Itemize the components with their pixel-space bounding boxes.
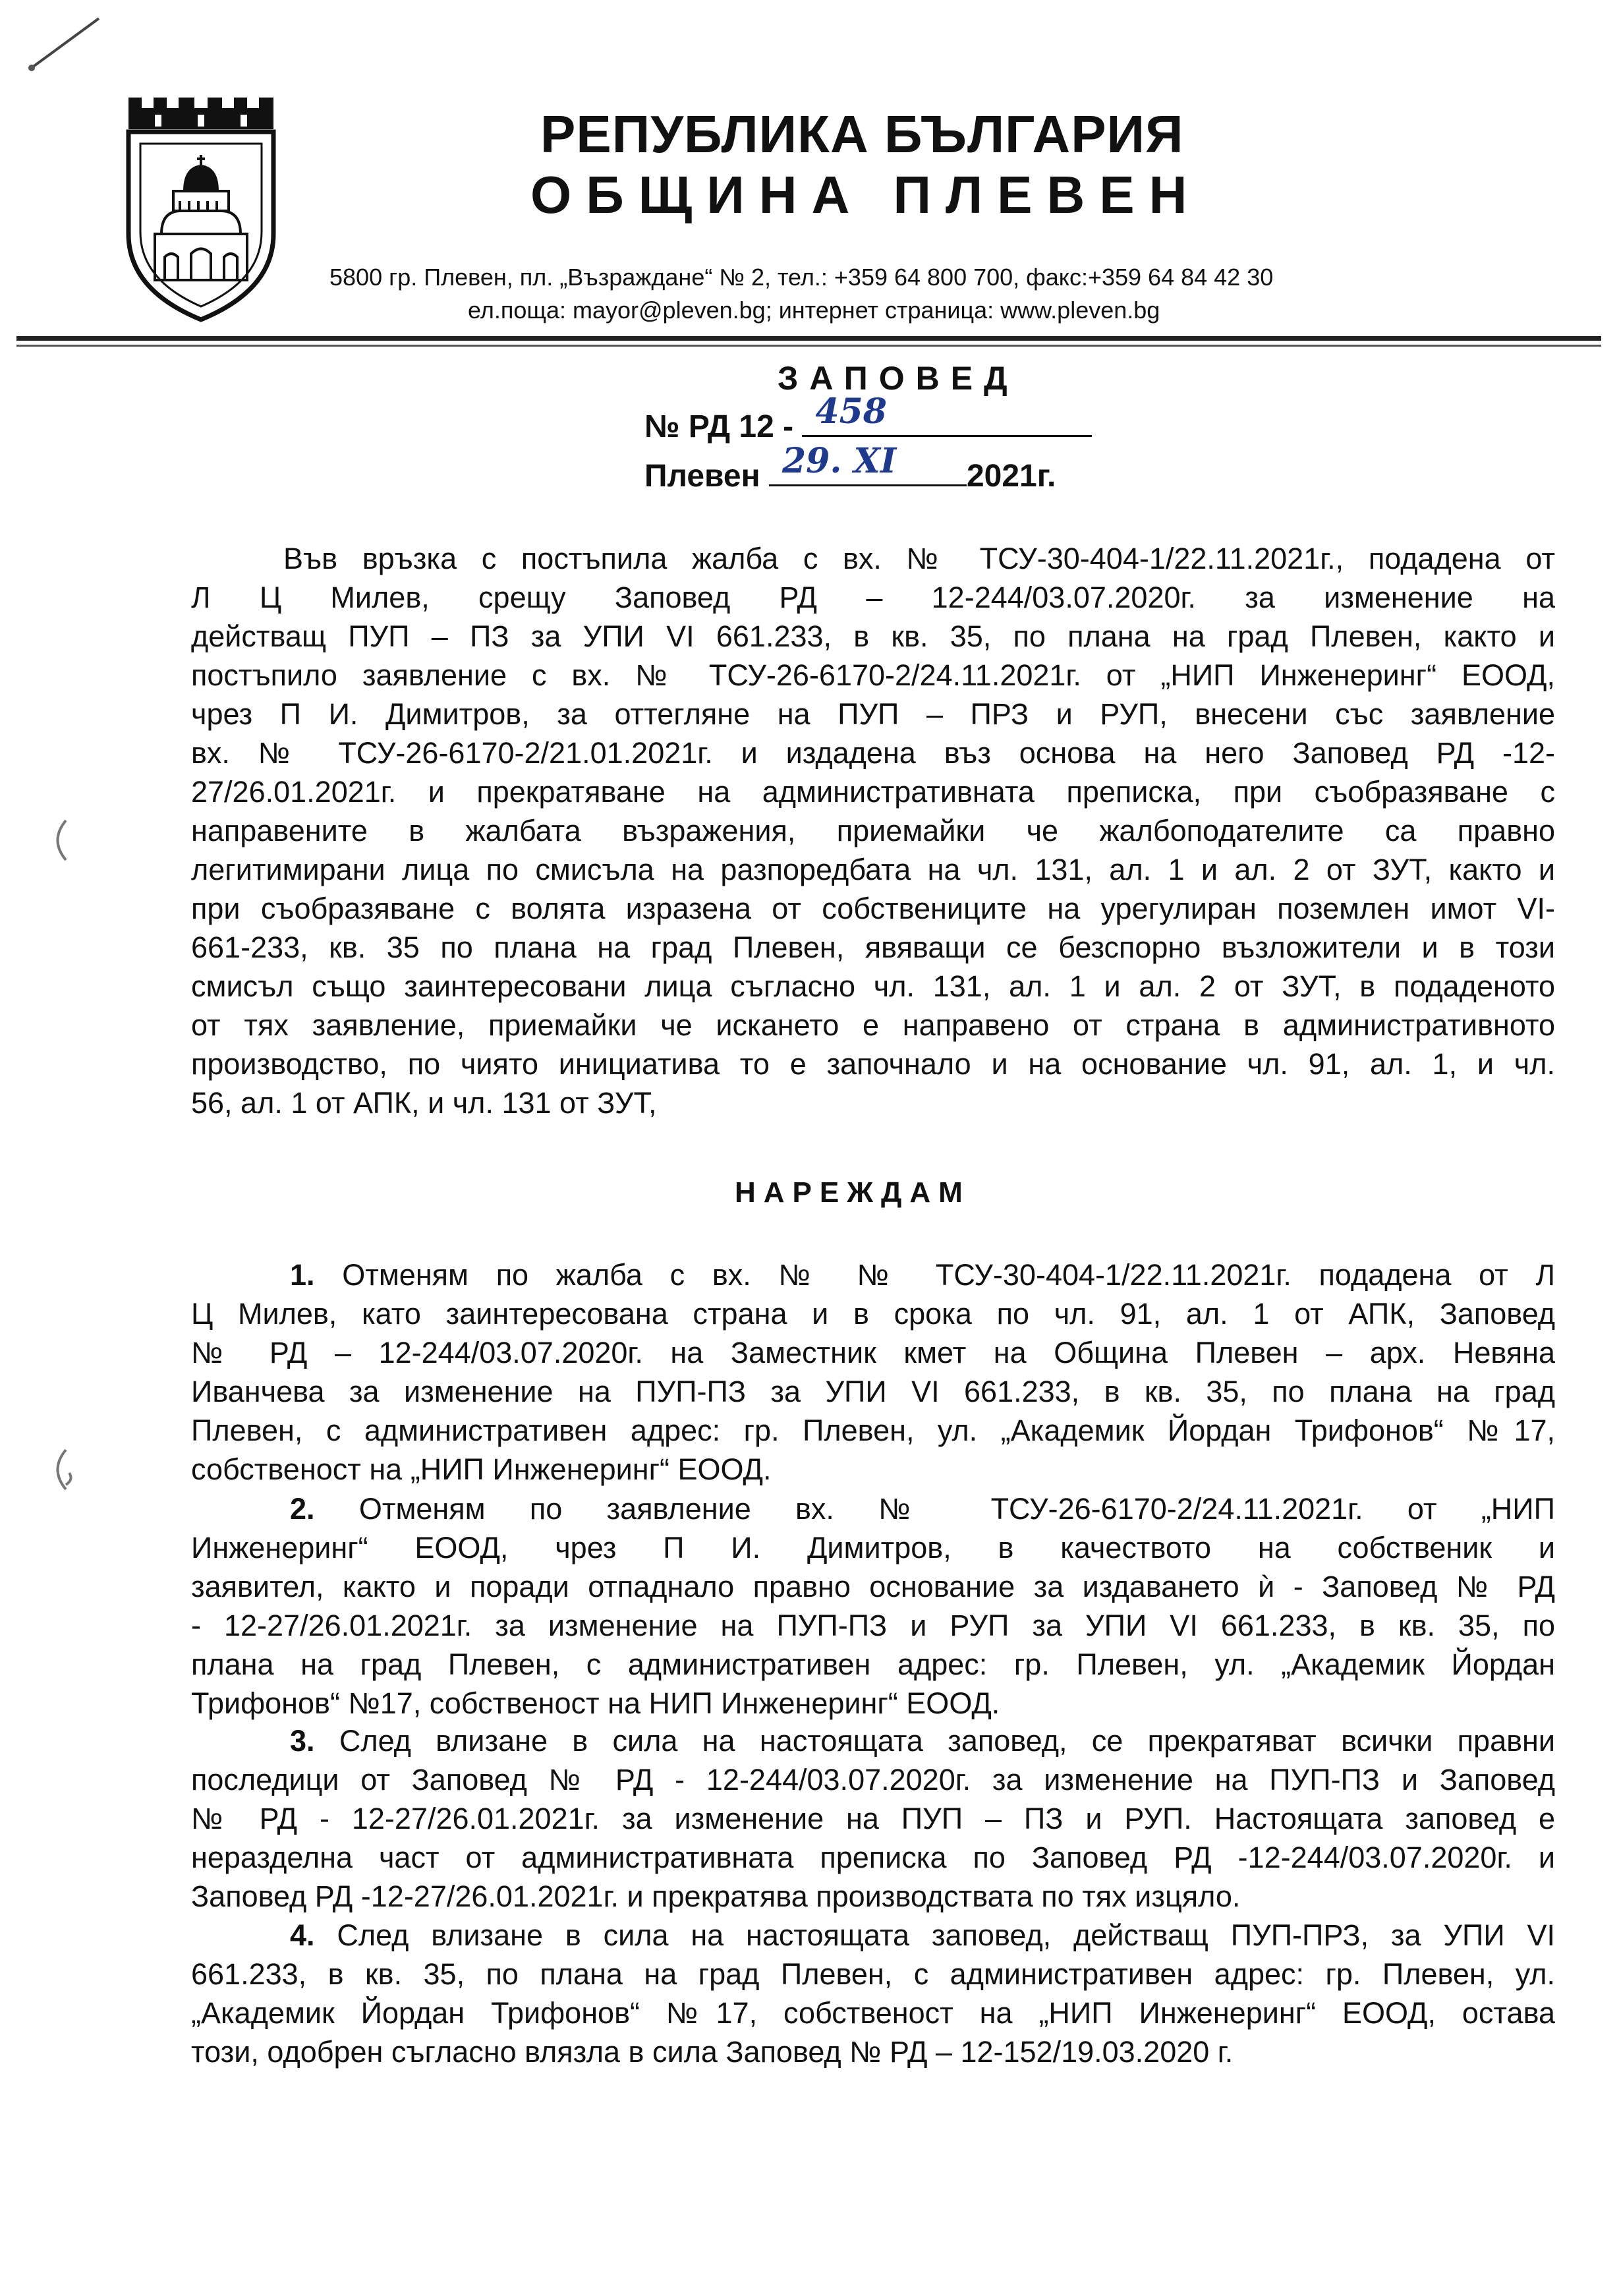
item-line: плана на град Плевен, с административен адрес: гр. Плевен, ул. „Академик Йордан (191, 1648, 1555, 1681)
pen-mark (26, 13, 105, 72)
order-number (644, 391, 1092, 445)
intro-line: легитимирани лица по смисъла на разпоредбата на чл. 131, ал. 1 и ал. 2 от ЗУТ, както и (191, 853, 1555, 886)
order-number-blank (802, 391, 1092, 437)
intro-line: производство, по чиято инициатива то е започнало и на основание чл. 91, ал. 1, и чл. (191, 1047, 1555, 1081)
order-date-blank (769, 441, 967, 486)
header-divider (16, 336, 1601, 341)
item-line: 661.233, в кв. 35, по плана на град Плевен, с административен адрес: гр. Плевен, ул. (191, 1957, 1555, 1991)
item-line: № РД – 12-244/03.07.2020г. на Заместник кмет на Община Плевен – арх. Невяна (191, 1336, 1555, 1369)
intro-line: Л Ц Милев, срещу Заповед РД – 12-244/03.07.2020г. за изменение на (191, 581, 1555, 614)
order-year: 2021г. (966, 459, 1056, 494)
order-date-handwritten: 29. XI (781, 441, 897, 481)
order-place: Плевен (644, 459, 760, 494)
item-number: 1. (290, 1258, 315, 1292)
header-divider-thin (16, 345, 1601, 347)
intro-line: 27/26.01.2021г. и прекратяване на административната преписка, при съобразяване с (191, 775, 1555, 809)
order-title: ЗАПОВЕД (778, 360, 1019, 397)
punch-mark-icon (46, 817, 72, 863)
intro-line: Във връзка с постъпила жалба с вх. № ТСУ-30-404-1/22.11.2021г., подадена от (283, 542, 1555, 575)
item-line: Плевен, с административен адрес: гр. Плевен, ул. „Академик Йордан Трифонов“ №17, (191, 1414, 1555, 1447)
intro-line: от тях заявление, приемайки че искането е направено от страна в административното (191, 1008, 1555, 1042)
municipality-title: ОБЩИНА ПЛЕВЕН (530, 165, 1202, 224)
item-line: Трифонов“ №17, собственост на НИП Инженеринг“ ЕООД. (191, 1686, 1000, 1720)
item-line: 2. Отменям по заявление вх. № ТСУ-26-6170-2/24.11.2021г. от „НИП (290, 1492, 1555, 1526)
order-number-handwritten: 458 (815, 391, 887, 432)
item-line: заявител, както и поради отпаднало правно основание за издаването ѝ - Заповед № РД (191, 1570, 1555, 1603)
item-line: последици от Заповед № РД - 12-244/03.07.2020г. за изменение на ПУП-ПЗ и Заповед (191, 1763, 1555, 1796)
intro-line: чрез П И. Димитров, за оттегляне на ПУП – ПРЗ и РУП, внесени със заявление (191, 697, 1555, 731)
item-line: „Академик Йордан Трифонов“ №17, собственост на „НИП Инженеринг“ ЕООД, остава (191, 1996, 1555, 2030)
coat-of-arms-icon (115, 92, 287, 326)
contact-address: 5800 гр. Плевен, пл. „Възраждане“ № 2, тел.: +359 64 800 700, факс:+359 64 84 42 30 (329, 264, 1274, 291)
country-title: РЕПУБЛИКА БЪЛГАРИЯ (540, 105, 1184, 163)
item-line: 1. Отменям по жалба с вх. № № ТСУ-30-404-1/22.11.2021г. подадена от Л (290, 1258, 1555, 1292)
order-number-prefix: № РД 12 - (644, 409, 794, 444)
item-line: № РД - 12-27/26.01.2021г. за изменение на ПУП – ПЗ и РУП. Настоящата заповед е (191, 1802, 1555, 1835)
item-number: 3. (290, 1724, 315, 1758)
intro-line: вх. № ТСУ-26-6170-2/21.01.2021г. и издадена въз основа на него Заповед РД -12- (191, 736, 1555, 770)
item-line: Заповед РД -12-27/26.01.2021г. и прекратява производствата по тях изцяло. (191, 1880, 1241, 1913)
contact-email-web: ел.поща: mayor@pleven.bg; интернет страница: www.pleven.bg (468, 297, 1160, 324)
item-number: 2. (290, 1492, 315, 1526)
item-line: 3. След влизане в сила на настоящата заповед, се прекратяват всички правни (290, 1724, 1555, 1758)
intro-line: направените в жалбата възражения, приемайки че жалбоподателите са правно (191, 814, 1555, 847)
item-number: 4. (290, 1918, 315, 1952)
intro-paragraph (191, 539, 1555, 1122)
intro-line: 661-233, кв. 35 по плана на град Плевен, явяващи се безспорно възложители и в този (191, 931, 1555, 964)
item-line: Иванчева за изменение на ПУП-ПЗ за УПИ VI 661.233, в кв. 35, по плана на град (191, 1375, 1555, 1408)
order-item-4 (191, 1916, 1555, 2071)
order-heading: НАРЕЖДАМ (735, 1176, 971, 1209)
item-line: - 12-27/26.01.2021г. за изменение на ПУП-ПЗ и РУП за УПИ VI 661.233, в кв. 35, по (191, 1609, 1555, 1642)
order-item-2 (191, 1489, 1555, 1723)
order-date (644, 441, 1056, 494)
intro-line: 56, ал. 1 от АПК, и чл. 131 от ЗУТ, (191, 1086, 657, 1120)
item-line: Инженеринг“ ЕООД, чрез П И. Димитров, в качеството на собственик и (191, 1531, 1555, 1564)
item-line: този, одобрен съгласно влязла в сила Заповед № РД – 12-152/19.03.2020 г. (191, 2035, 1234, 2069)
order-item-1 (191, 1255, 1555, 1489)
item-line: неразделна част от административната преписка по Заповед РД -12-244/03.07.2020г. и (191, 1841, 1555, 1874)
intro-line: действащ ПУП – ПЗ за УПИ VI 661.233, в кв. 35, по плана на град Плевен, както и (191, 619, 1555, 653)
punch-mark-icon (46, 1447, 79, 1493)
order-item-3 (191, 1721, 1555, 1916)
intro-line: при съобразяване с волята изразена от собствениците на урегулиран поземлен имот VI- (191, 892, 1555, 925)
intro-line: постъпило заявление с вх. № ТСУ-26-6170-2/24.11.2021г. от „НИП Инженеринг“ ЕООД, (191, 658, 1555, 692)
item-line: собственост на „НИП Инженеринг“ ЕООД. (191, 1452, 772, 1486)
item-line: Ц Милев, като заинтересована страна и в срока по чл. 91, ал. 1 от АПК, Заповед (191, 1297, 1555, 1331)
item-line: 4. След влизане в сила на настоящата заповед, действащ ПУП-ПРЗ, за УПИ VI (290, 1918, 1555, 1952)
intro-line: смисъл също заинтересовани лица съгласно чл. 131, ал. 1 и ал. 2 от ЗУТ, в подаденото (191, 969, 1555, 1003)
